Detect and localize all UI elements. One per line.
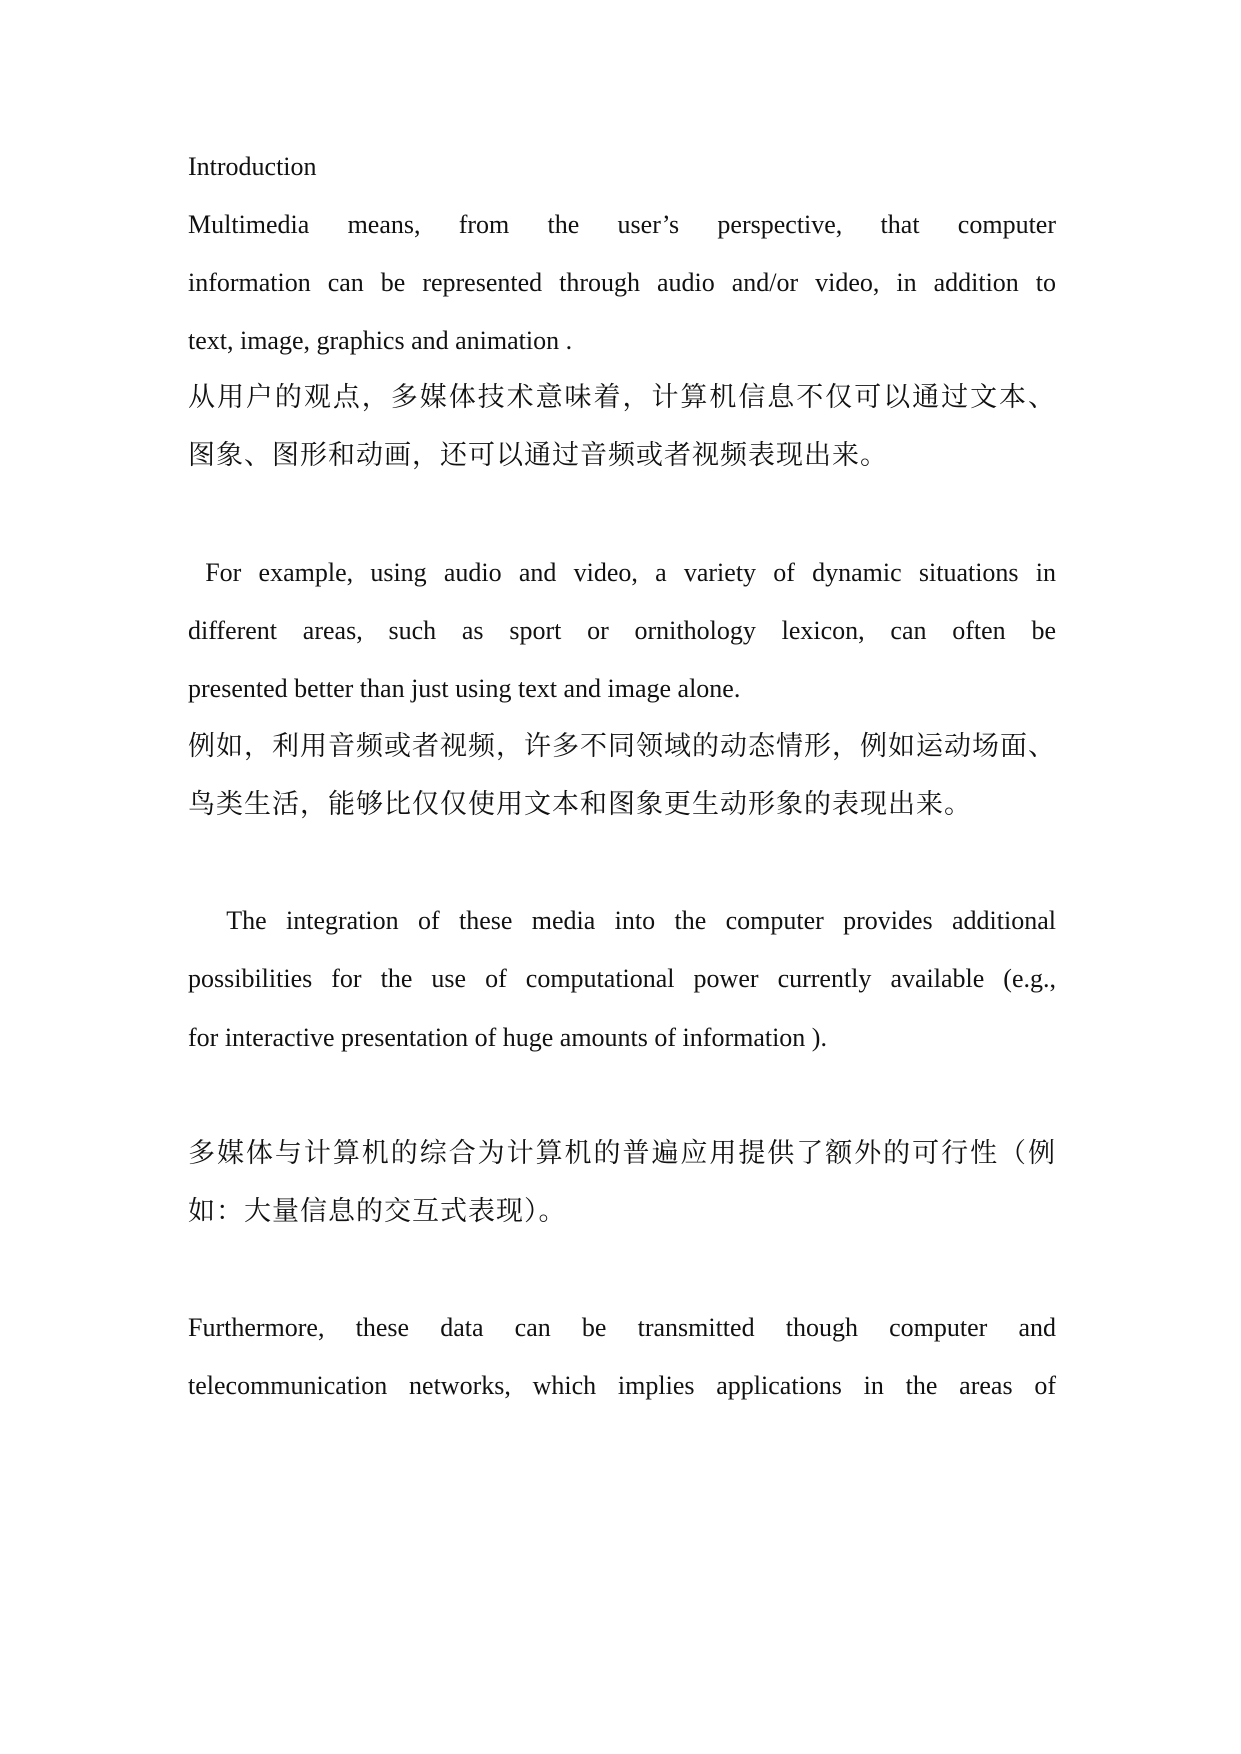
translation-2-line-2: 鸟类生活，能够比仅仅使用文本和图象更生动形象的表现出来。 [188,789,972,820]
paragraph-1-line-2: information can be represented through audio and/or video, in addition to [188,268,1056,297]
paragraph-2-line-3: presented better than just using text and image alone. [188,674,741,703]
translation-2-line-1: 例如，利用音频或者视频，许多不同领域的动态情形，例如运动场面、 [188,731,1056,762]
section-heading: Introduction [188,152,317,181]
paragraph-1-line-3: text, image, graphics and animation . [188,326,573,355]
paragraph-3-line-2: possibilities for the use of computational power currently available (e.g., [188,964,1056,993]
translation-1-line-1: 从用户的观点，多媒体技术意味着，计算机信息不仅可以通过文本、 [188,382,1056,413]
paragraph-1-line-1: Multimedia means, from the user’s perspective, that computer [188,210,1056,239]
paragraph-2-line-1: For example, using audio and video, a variety of dynamic situations in [188,558,1056,587]
paragraph-4-line-2: telecommunication networks, which implies applications in the areas of [188,1371,1056,1400]
paragraph-2-line-2: different areas, such as sport or ornithology lexicon, can often be [188,616,1056,645]
translation-1-line-2: 图象、图形和动画，还可以通过音频或者视频表现出来。 [188,440,888,471]
paragraph-3-line-3: for interactive presentation of huge amounts of information ). [188,1023,827,1052]
paragraph-4-line-1: Furthermore, these data can be transmitted though computer and [188,1313,1056,1342]
translation-3-line-1: 多媒体与计算机的综合为计算机的普遍应用提供了额外的可行性（例 [188,1138,1056,1169]
translation-3-line-2: 如：大量信息的交互式表现）。 [188,1196,567,1227]
paragraph-3-line-1: The integration of these media into the computer provides additional [188,906,1056,935]
